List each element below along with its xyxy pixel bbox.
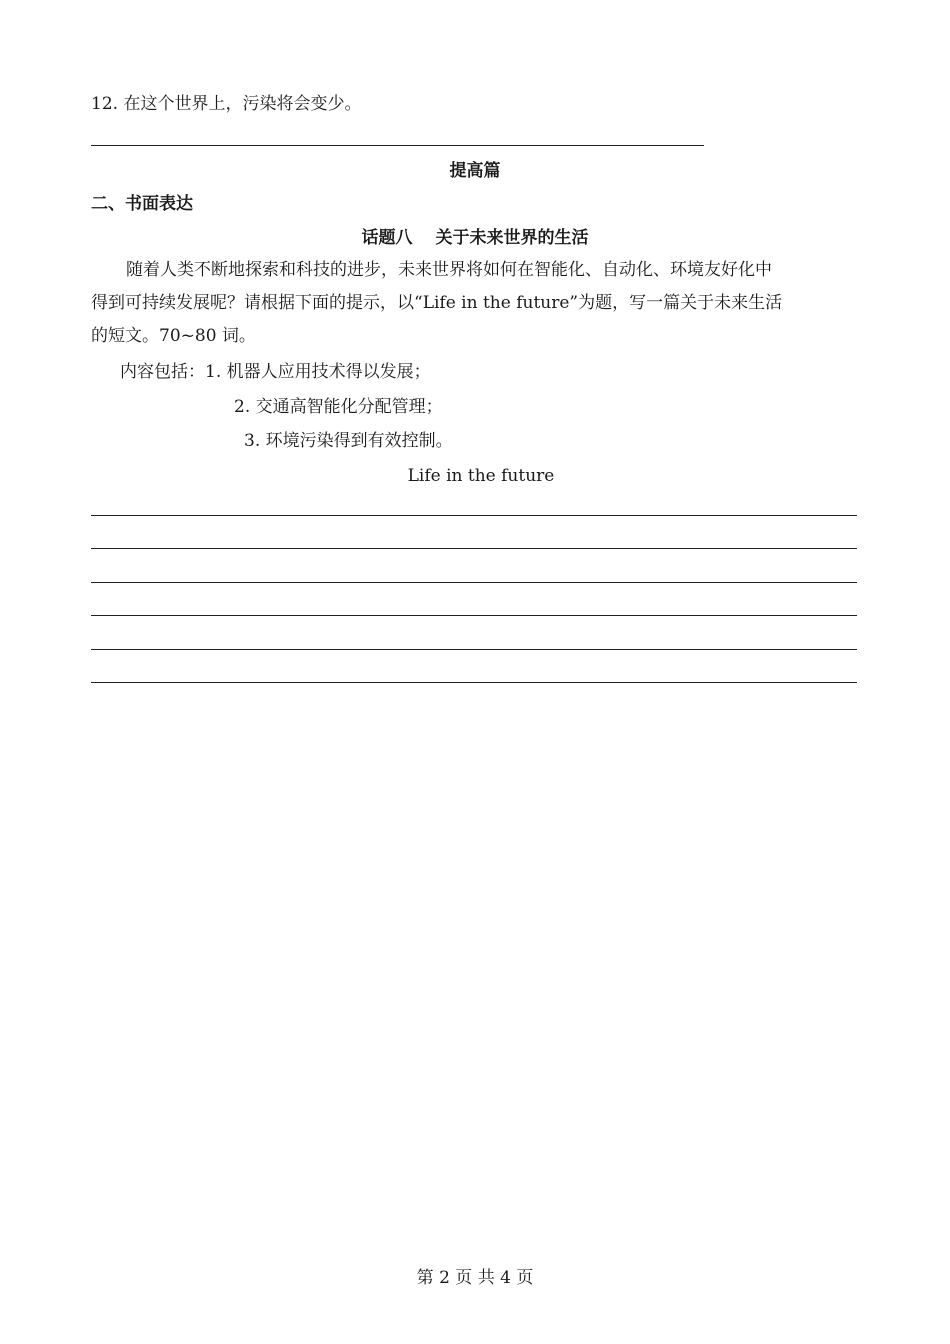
writing-line[interactable] [91, 548, 857, 549]
writing-line[interactable] [91, 515, 857, 516]
writing-line[interactable] [91, 682, 857, 683]
writing-line[interactable] [91, 649, 857, 650]
content-point-3: 3. 环境污染得到有效控制。 [244, 431, 453, 451]
writing-line[interactable] [91, 615, 857, 616]
essay-title: Life in the future [407, 466, 555, 486]
answer-line-q12[interactable] [91, 145, 704, 146]
writing-line[interactable] [91, 582, 857, 583]
prompt-line-3: 的短文。70~80 词。 [91, 326, 256, 346]
page-number: 第 2 页 共 4 页 [416, 1268, 534, 1288]
level-title: 提高篇 [449, 161, 501, 181]
part-title: 二、书面表达 [91, 194, 193, 214]
content-point-1: 内容包括：1. 机器人应用技术得以发展； [120, 362, 431, 382]
prompt-line-2: 得到可持续发展呢？请根据下面的提示，以“Life in the future”为题，写一篇关于未来生活 [91, 293, 783, 313]
content-point-2: 2. 交通高智能化分配管理； [234, 397, 443, 417]
question-12: 12. 在这个世界上，污染将会变少。 [91, 94, 362, 114]
topic-title: 话题八 关于未来世界的生活 [361, 228, 589, 248]
prompt-line-1: 随着人类不断地探索和科技的进步，未来世界将如何在智能化、自动化、环境友好化中 [126, 260, 772, 280]
